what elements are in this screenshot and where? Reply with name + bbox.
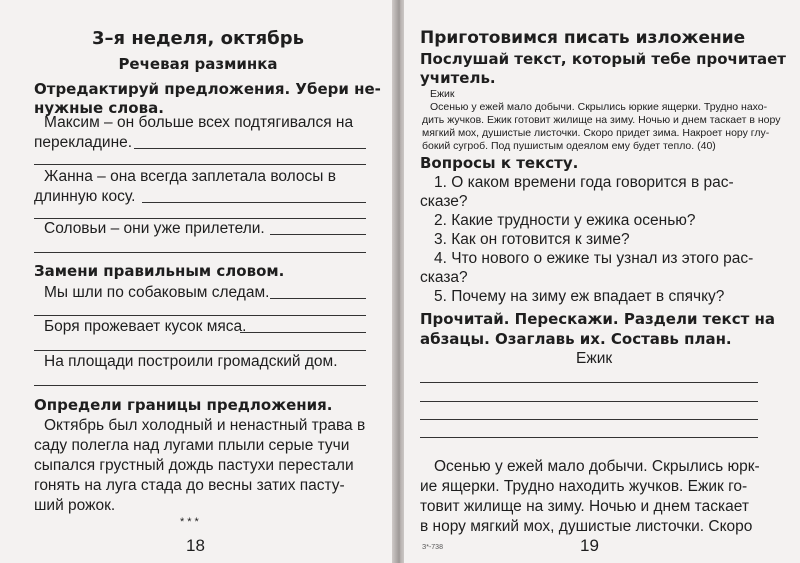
small-text-line2: дить жучков. Ежик готовит жилище на зиму. Ночью и днем таскает в нору xyxy=(422,114,781,126)
task3-text-line5: ший рожок. xyxy=(34,497,116,514)
task1-heading-line1: Отредактируй предложения. Убери не- xyxy=(34,80,381,98)
question-5: 5. Почему на зиму еж впадает в спячку? xyxy=(434,288,725,305)
small-text-title: Ежик xyxy=(430,88,455,100)
page-number: 18 xyxy=(186,536,205,555)
sentence-1-line2: перекладине. xyxy=(34,134,133,151)
replace-sentence-2: Боря прожевает кусок мяса. xyxy=(44,318,247,335)
answer-line[interactable] xyxy=(34,164,366,165)
questions-heading: Вопросы к тексту. xyxy=(420,154,579,172)
question-2: 2. Какие трудности у ежика осенью? xyxy=(434,212,696,229)
answer-line[interactable] xyxy=(270,234,366,235)
footer-code: З*-738 xyxy=(422,544,443,551)
plan-line[interactable] xyxy=(420,401,758,402)
small-text-line1: Осенью у ежей мало добычи. Скрылись юркие ящерки. Трудно нахо- xyxy=(430,101,768,113)
story-line4: в нору мягкий мох, душистые листочки. Скоро xyxy=(420,518,753,535)
sentence-1-line1: Максим – он больше всех подтягивался на xyxy=(44,114,354,131)
task3-text-line4: гонять на луга стада до весны затих пасту- xyxy=(34,477,345,494)
plan-line[interactable] xyxy=(420,419,758,420)
instruction-line1: Послушай текст, который тебе прочитает xyxy=(420,50,787,68)
sentence-2-line1: Жанна – она всегда заплетала волосы в xyxy=(44,168,336,185)
task3-text-line3: сыпался грустный дождь пастухи перестали xyxy=(34,457,354,474)
page-title: Приготовимся писать изложение xyxy=(420,28,746,48)
replace-sentence-3: На площади построили громадский дом. xyxy=(44,353,338,370)
task3-text-line2: саду полегла над лугами плыли серые тучи xyxy=(34,437,350,454)
sentence-3: Соловьи – они уже прилетели. xyxy=(44,220,265,237)
answer-line[interactable] xyxy=(270,298,366,299)
answer-line[interactable] xyxy=(34,218,366,219)
subtitle: Речевая разминка xyxy=(118,55,278,73)
question-4-line2: сказа? xyxy=(420,269,468,286)
task-heading-line2: абзацы. Озаглавь их. Составь план. xyxy=(420,330,732,348)
story-line2: ие ящерки. Трудно находить жучков. Ежик го- xyxy=(420,478,748,495)
left-page xyxy=(0,0,396,563)
page-title: 3–я неделя, октябрь xyxy=(92,28,304,49)
task2-heading: Замени правильным словом. xyxy=(34,262,285,280)
page-number: 19 xyxy=(580,536,599,555)
task-heading-line1: Прочитай. Перескажи. Раздели текст на xyxy=(420,310,776,328)
answer-line[interactable] xyxy=(134,148,366,149)
answer-line[interactable] xyxy=(142,202,366,203)
task1-heading-line2: нужные слова. xyxy=(34,99,164,117)
plan-line[interactable] xyxy=(420,437,758,438)
right-page xyxy=(404,0,800,563)
answer-line[interactable] xyxy=(34,315,366,316)
replace-sentence-1: Мы шли по собаковым следам. xyxy=(44,284,270,301)
small-text-line3: мягкий мох, душистые листочки. Скоро придет зима. Накроет нору глу- xyxy=(422,127,770,139)
question-3: 3. Как он готовится к зиме? xyxy=(434,231,630,248)
answer-line[interactable] xyxy=(34,252,366,253)
plan-title: Ежик xyxy=(576,350,613,367)
small-text-line4: бокий сугроб. Под пушистым одеялом ему будет тепло. (40) xyxy=(422,140,716,152)
story-line3: товит жилище на зиму. Ночью и днем таскает xyxy=(420,498,749,515)
stars-divider: *** xyxy=(180,516,202,528)
answer-line[interactable] xyxy=(240,332,366,333)
task3-text-line1: Октябрь был холодный и ненастный трава в xyxy=(44,417,366,434)
answer-line[interactable] xyxy=(34,350,366,351)
answer-line[interactable] xyxy=(34,385,366,386)
question-1-line1: 1. О каком времени года говорится в рас- xyxy=(434,174,734,191)
question-4-line1: 4. Что нового о ежике ты узнал из этого рас- xyxy=(434,250,754,267)
question-1-line2: сказе? xyxy=(420,193,468,210)
sentence-2-line2: длинную косу. xyxy=(34,188,136,205)
instruction-line2: учитель. xyxy=(420,69,496,87)
plan-line[interactable] xyxy=(420,382,758,383)
story-line1: Осенью у ежей мало добычи. Скрылись юрк- xyxy=(434,458,760,475)
task3-heading: Определи границы предложения. xyxy=(34,396,333,414)
